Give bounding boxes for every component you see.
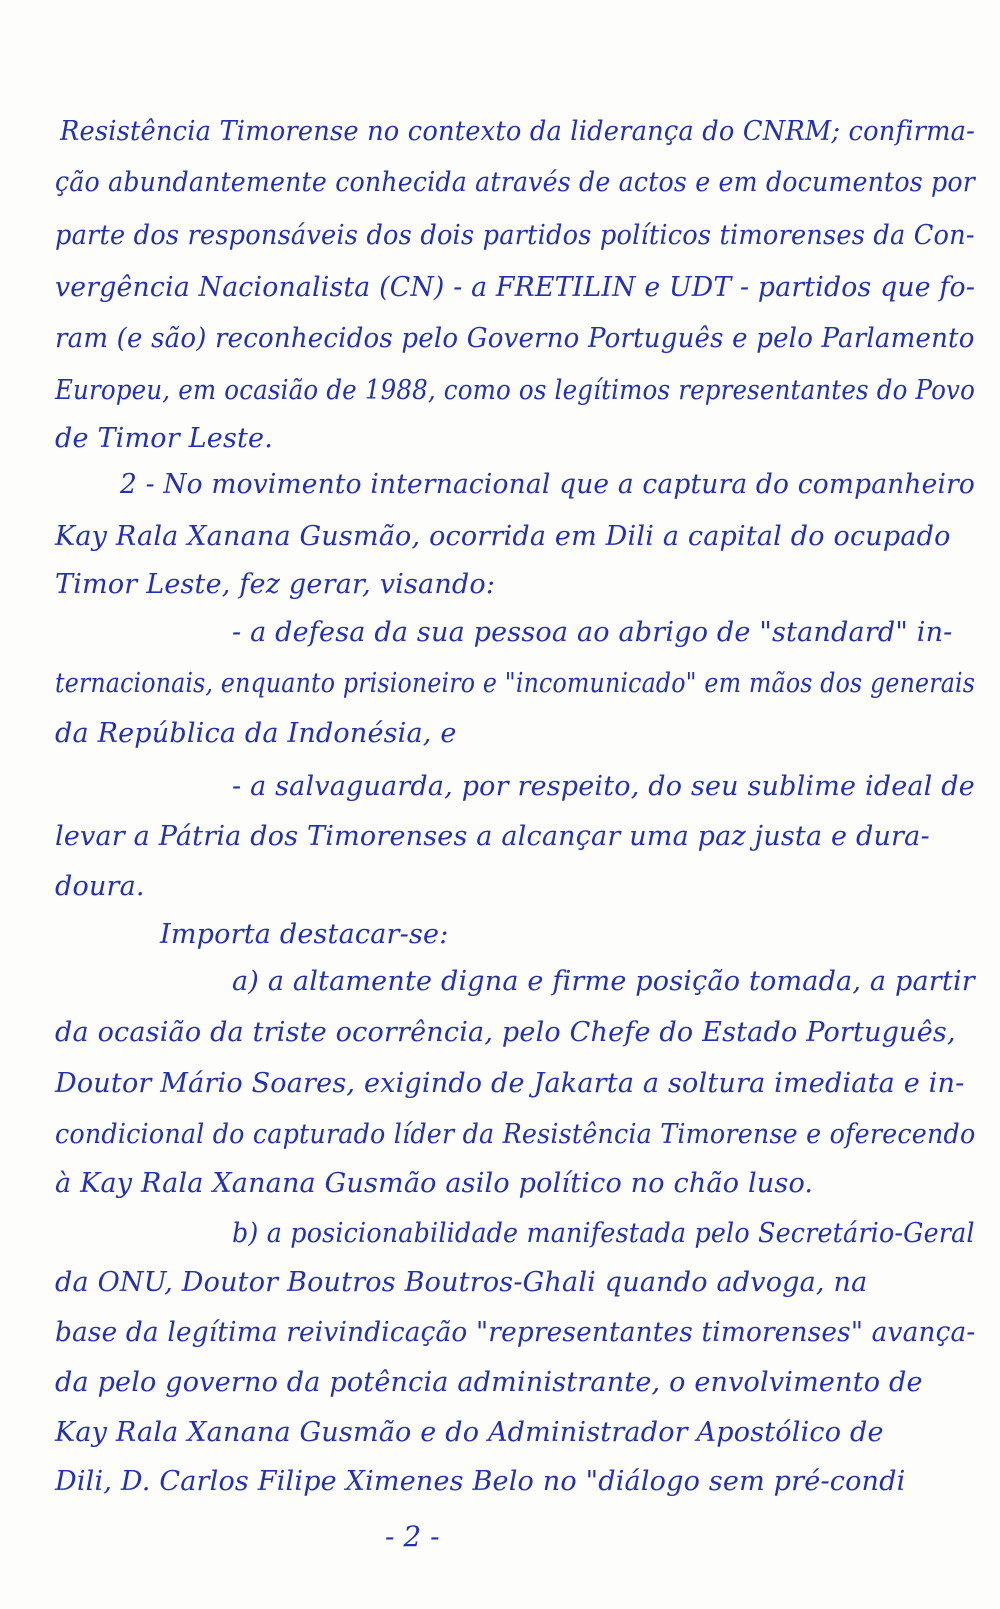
text-line-18: a) a altamente digna e firme posição tomada, a partir xyxy=(232,966,975,997)
text-line-24: da ONU, Doutor Boutros Boutros-Ghali quando advoga, na xyxy=(55,1267,868,1298)
text-line-17: Importa destacar-se: xyxy=(160,919,449,950)
text-line-21: condicional do capturado líder da Resistência Timorense e oferecendo xyxy=(55,1119,976,1150)
text-line-11: - a defesa da sua pessoa ao abrigo de "standard" in- xyxy=(232,617,953,648)
text-line-25: base da legítima reivindicação "representantes timorenses" avança- xyxy=(55,1317,976,1348)
text-line-4: vergência Nacionalista (CN) - a FRETILIN e UDT - partidos que fo- xyxy=(55,272,976,303)
text-line-23: b) a posicionabilidade manifestada pelo Secretário-Geral xyxy=(232,1218,975,1249)
text-line-3: parte dos responsáveis dos dois partidos políticos timorenses da Con- xyxy=(55,220,975,251)
text-line-1: Resistência Timorense no contexto da liderança do CNRM; confirma- xyxy=(60,116,975,147)
text-line-5: ram (e são) reconhecidos pelo Governo Português e pelo Parlamento xyxy=(55,323,975,354)
text-line-22: à Kay Rala Xanana Gusmão asilo político no chão luso. xyxy=(55,1168,814,1199)
text-line-12: ternacionais, enquanto prisioneiro e "incomunicado" em mãos dos generais xyxy=(55,668,976,699)
text-line-16: doura. xyxy=(55,871,145,902)
text-line-10: Timor Leste, fez gerar, visando: xyxy=(55,569,496,600)
text-line-9: Kay Rala Xanana Gusmão, ocorrida em Dili a capital do ocupado xyxy=(55,521,951,552)
text-line-2: ção abundantemente conhecida através de actos e em documentos por xyxy=(55,167,976,198)
text-line-8: 2 - No movimento internacional que a captura do companheiro xyxy=(120,469,976,500)
text-line-7: de Timor Leste. xyxy=(55,423,274,454)
text-line-27: Kay Rala Xanana Gusmão e do Administrador Apostólico de xyxy=(55,1417,884,1448)
text-line-13: da República da Indonésia, e xyxy=(55,718,457,749)
page-number: - 2 - xyxy=(385,1520,440,1553)
text-line-26: da pelo governo da potência administrante, o envolvimento de xyxy=(55,1367,923,1398)
text-line-15: levar a Pátria dos Timorenses a alcançar uma paz justa e dura- xyxy=(55,821,930,852)
text-line-6: Europeu, em ocasião de 1988, como os legítimos representantes do Povo xyxy=(55,375,976,406)
text-line-28: Dili, D. Carlos Filipe Ximenes Belo no "diálogo sem pré-condi xyxy=(55,1466,906,1497)
text-line-19: da ocasião da triste ocorrência, pelo Chefe do Estado Português, xyxy=(55,1017,956,1048)
text-line-14: - a salvaguarda, por respeito, do seu sublime ideal de xyxy=(232,771,975,802)
text-line-20: Doutor Mário Soares, exigindo de Jakarta a soltura imediata e in- xyxy=(55,1068,965,1099)
